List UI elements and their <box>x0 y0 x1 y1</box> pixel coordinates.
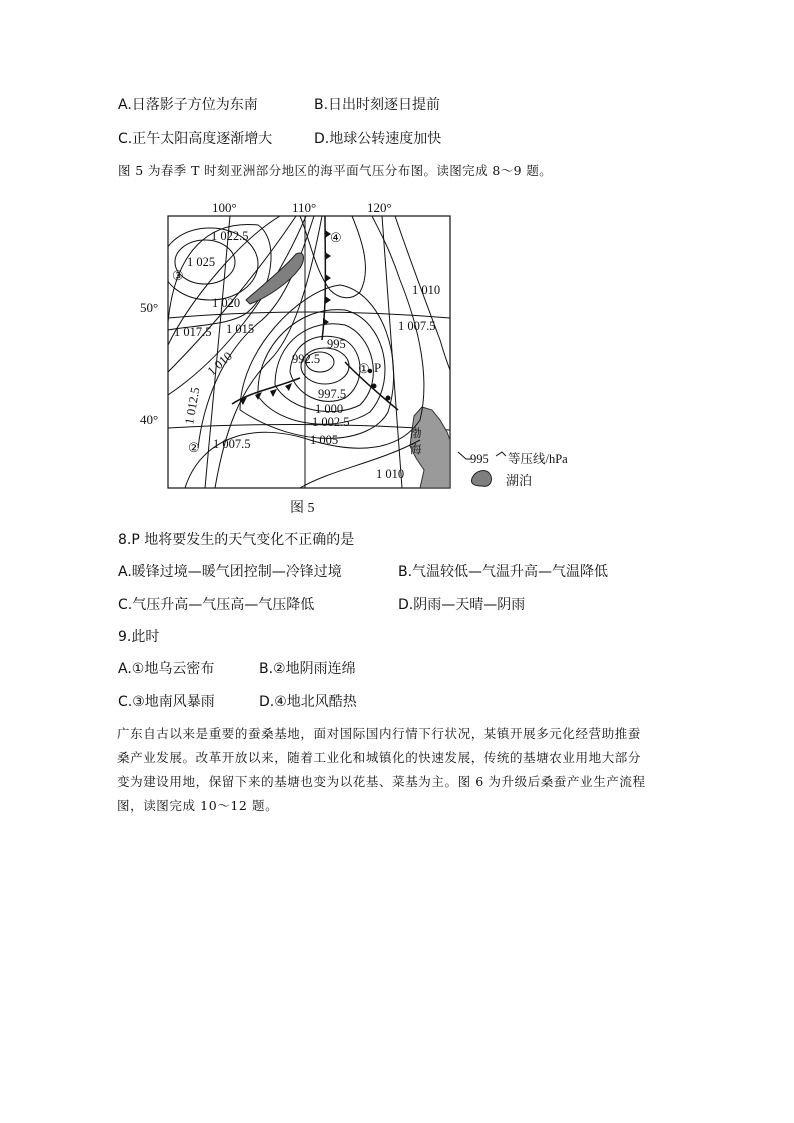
isobar-label: 1 012.5 <box>182 386 203 426</box>
isobar-label: 1 020 <box>212 296 241 310</box>
isobar-1012-5 <box>198 216 314 448</box>
front-triangle <box>285 383 292 391</box>
q7-option-d: D.地球公转速度加快 <box>314 131 442 147</box>
lon-label-100: 100° <box>212 200 237 215</box>
isobar-label: 1 000 <box>315 402 344 416</box>
isobar-label: 1 005 <box>310 433 339 447</box>
q8-option-d: D.阴雨—天晴—阴雨 <box>398 597 526 613</box>
point-p-label: P <box>374 360 382 375</box>
isobar-label: 1 002.5 <box>312 415 350 429</box>
front-triangle <box>325 252 331 260</box>
q8-option-a: A.暖锋过境—暖气团控制—冷锋过境 <box>118 564 342 580</box>
q8-option-c: C.气压升高—气压高—气压降低 <box>118 597 315 613</box>
isobar-label: 1 010 <box>412 283 441 297</box>
marker-4: ④ <box>330 230 342 245</box>
front-triangle <box>325 296 331 304</box>
q7-option-c: C.正午太阳高度逐渐增大 <box>118 131 273 147</box>
isobar-label: 1 015 <box>226 322 255 336</box>
q9-option-a: A.①地乌云密布 <box>118 661 215 677</box>
passage-line: 广东自古以来是重要的蚕桑基地，面对国际国内行情下行状况，某镇开展多元化经营助推蚕 <box>117 726 642 741</box>
figure5-intro: 图 5 为春季 T 时刻亚洲部分地区的海平面气压分布图。读图完成 8～9 题。 <box>118 163 553 178</box>
q7-option-a: A.日落影子方位为东南 <box>118 97 258 113</box>
sea-label-2: 海 <box>410 444 422 456</box>
marker-3: ③ <box>172 268 184 283</box>
passage-line: 变为建设用地，保留下来的基塘也变为以花基、菜基为主。图 6 为升级后桑蚕产业生产流程 <box>117 774 646 789</box>
lat-label-50: 50° <box>140 300 159 315</box>
front-dot <box>372 384 377 389</box>
figure5-caption: 图 5 <box>290 501 315 516</box>
lon-label-110: 110° <box>292 200 317 215</box>
isobar-label: 1 007.5 <box>398 319 436 333</box>
q8-stem: 8.P 地将要发生的天气变化不正确的是 <box>118 532 355 548</box>
legend-isobar-tail <box>496 452 506 456</box>
isobar-label: 1 007.5 <box>213 437 251 451</box>
marker-2: ② <box>188 440 200 455</box>
isobar-label: 1 010 <box>376 467 405 481</box>
q9-option-d: D.④地北风酷热 <box>259 694 357 710</box>
q9-option-c: C.③地南风暴雨 <box>118 694 215 710</box>
legend-isobar-text: 等压线/hPa <box>508 452 568 466</box>
front-triangle <box>323 318 329 326</box>
isobar-label: 1 025 <box>187 255 216 269</box>
passage-line: 图，读图完成 10～12 题。 <box>117 798 279 813</box>
lon-label-120: 120° <box>367 200 392 215</box>
front-triangle <box>325 274 331 282</box>
front-triangle <box>270 389 277 397</box>
legend-lake-icon <box>471 471 491 487</box>
passage-line: 桑产业发展。改革开放以来，随着工业化和城镇化的快速发展，传统的基塘农业用地大部分 <box>117 750 642 765</box>
legend-isobar-value: 995 <box>470 452 489 466</box>
q9-stem: 9.此时 <box>118 629 160 645</box>
isobar-label: 1 017.5 <box>174 325 212 339</box>
q8-option-b: B.气温较低—气温升高—气温降低 <box>398 564 609 580</box>
marker-1: ① <box>358 361 370 376</box>
isobar-label: 1 022.5 <box>211 229 249 243</box>
legend-lake-text: 湖泊 <box>506 473 533 488</box>
isobar-label: 992.5 <box>292 352 321 366</box>
isobar-label: 995 <box>327 337 346 351</box>
passage <box>117 722 677 818</box>
sea-label-1: 渤 <box>410 428 422 440</box>
q7-option-b: B.日出时刻逐日提前 <box>314 97 441 113</box>
lat-label-40: 40° <box>140 412 159 427</box>
front-dot <box>386 396 391 401</box>
q9-option-b: B.②地阴雨连绵 <box>259 661 356 677</box>
isobar-label: 1 010 <box>204 349 235 379</box>
isobar-label: 997.5 <box>318 387 347 401</box>
